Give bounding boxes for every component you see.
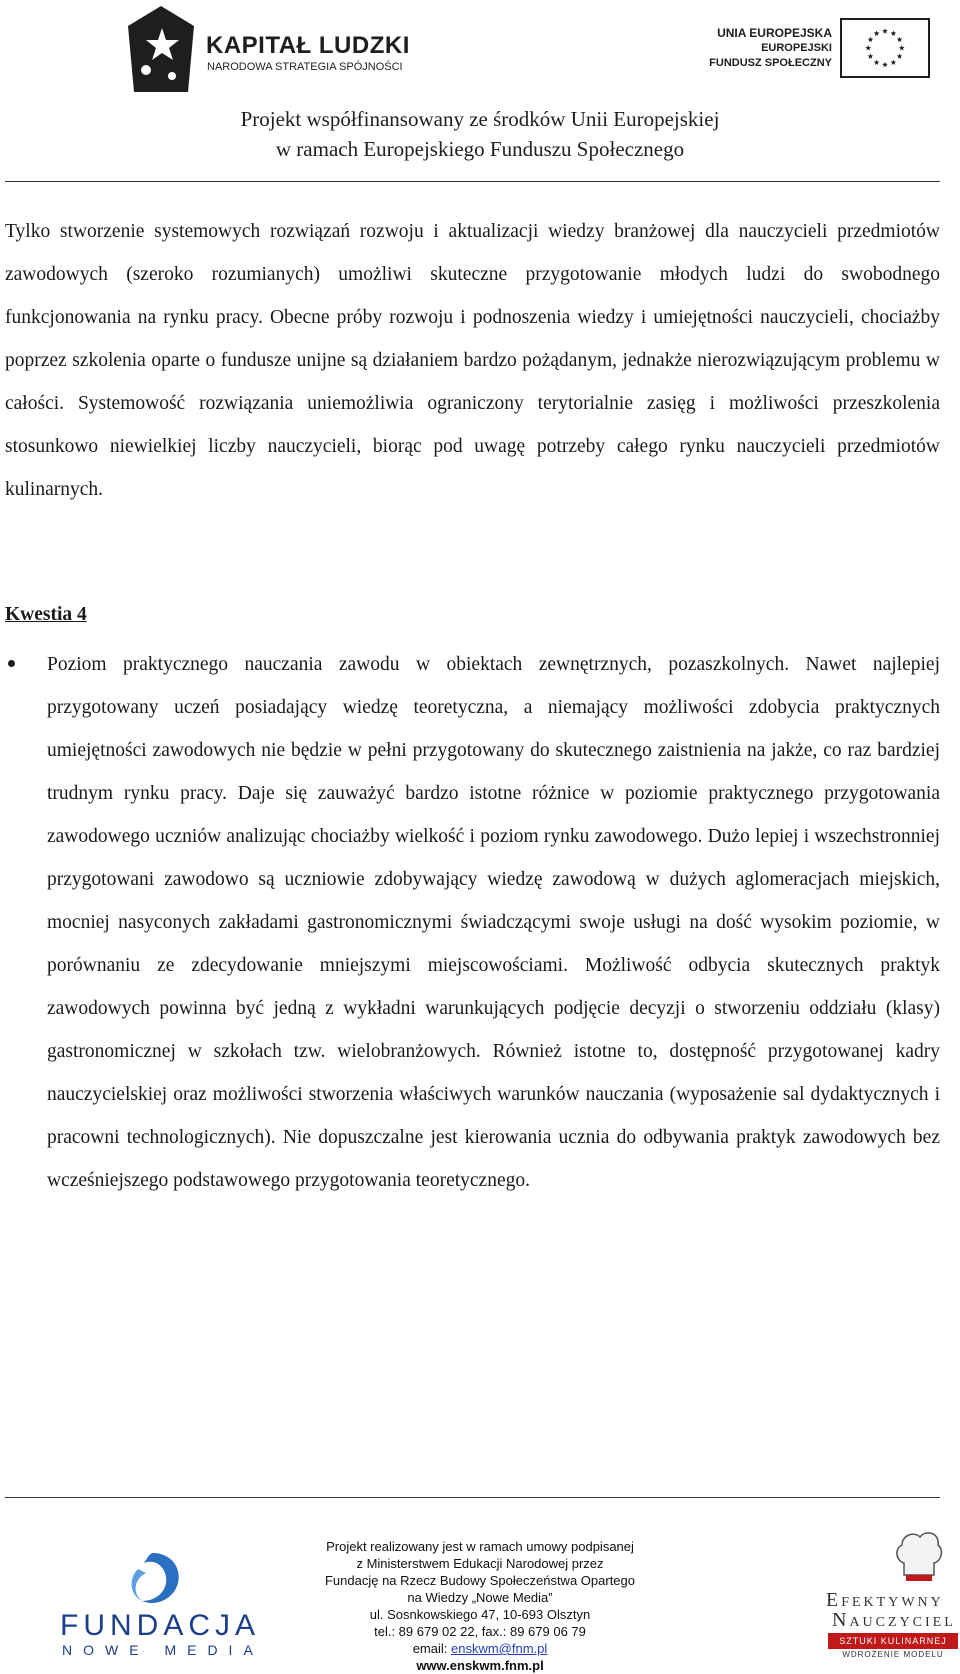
eu-flag-icon xyxy=(840,18,930,78)
project-cofinancing-note xyxy=(0,104,960,164)
chef-hat-icon xyxy=(894,1523,944,1587)
eu-star-icon xyxy=(897,37,903,42)
footer-email-line xyxy=(290,1640,670,1657)
project-line-2: w ramach Europejskiego Funduszu Społecznego xyxy=(275,137,685,161)
kapital-ludzki-logo xyxy=(128,2,418,94)
eu-star-icon xyxy=(897,53,903,58)
footer-email-label: email: xyxy=(412,1641,451,1656)
footer-info xyxy=(290,1538,670,1674)
eu-star-icon xyxy=(874,60,880,65)
footer-info-line-4: na Wiedzy „Nowe Media” xyxy=(407,1590,553,1605)
eu-star-icon xyxy=(868,53,874,58)
project-line-1: Projekt współfinansowany ze środków Unii Europejskiej xyxy=(240,107,720,131)
eu-star-icon xyxy=(868,37,874,42)
paragraph-1: Tylko stworzenie systemowych rozwiązań rozwoju i aktualizacji wiedzy branżowej dla nauczycieli przedmiotów zawodowych (szeroko rozumianych) umożliwi skuteczne przygotowanie młodych ludzi do swobodnego funkcjonowania na rynku pracy. Obecne próby rozwoju i podnoszenia wiedzy i umiejętności nauczycieli, chociażby poprzez szkolenia oparte o fundusze unijne są działaniem bardzo pożądanym, jednakże nierozwiązującym problemu w całości. Systemowość rozwiązania uniemożliwia ograniczony terytorialnie zasięg i możliwości przeszkolenia stosunkowo niewielkiej liczby nauczycieli, biorąc pod uwagę potrzeby całego rynku nauczycieli przedmiotów kulinarnych. xyxy=(5,221,940,500)
en-wordmark-line-1: Efektywny xyxy=(826,1589,944,1611)
bullet-icon xyxy=(8,660,15,667)
footer-divider xyxy=(5,1497,940,1498)
fnm-subtitle: NOWE MEDIA xyxy=(62,1642,264,1658)
footer-website[interactable]: www.enskwm.fnm.pl xyxy=(416,1658,544,1673)
fundacja-nowe-media-logo xyxy=(60,1549,264,1658)
bullet-item-text: Poziom praktycznego nauczania zawodu w obiektach zewnętrznych, pozaszkolnych. Nawet najlepiej przygotowany uczeń posiadający wiedzę teoretyczna, a niemający możliwości zdobycia praktycznych umiejętności zawodowych nie będzie w pełni przygotowany do skutecznego zaistnienia na jakże, co raz bardziej trudnym rynku pracy. Daje się zauważyć bardzo istotne różnice w poziomie praktycznego przygotowania zawodowego uczniów analizując chociażby wielkość i poziom rynku zawodowego. Dużo lepiej i wszechstronniej przygotowani zawodowo są uczniowie zdobywający wiedzę zawodową w dużych aglomeracjach miejskich, mocniej nasyconych zakładami gastronomicznymi świadczącymi swoje usługi na dość wysokim poziomie, w porównaniu ze zdecydowanie mniejszymi miejscowościami. Możliwość odbycia skutecznych praktyk zawodowych powinna być jedną z wykładni warunkujących podjęcie decyzji o stworzeniu oddziału (klasy) gastronomicznej w szkołach tzw. wielobranżowych. Również istotne to, dostępność przygotowanej kadry nauczycielskiej oraz możliwości stworzenia właściwych warunków nauczania (wyposażenie sal dydaktycznych i pracowni technologicznych). Nie dopuszczalne jest kierowania ucznia do odbywania praktyk zawodowych bez wcześniejszego podstawowego przygotowania teoretycznego. xyxy=(47,654,940,1191)
eu-line-1: UNIA EUROPEJSKA xyxy=(717,26,832,40)
eu-star-icon xyxy=(891,60,897,65)
eu-star-icon xyxy=(882,62,888,67)
efektywny-nauczyciel-logo xyxy=(812,1523,960,1659)
eu-star-icon xyxy=(874,30,880,35)
en-wordmark-line-2: Nauczyciel xyxy=(832,1609,956,1631)
eu-line-2: EUROPEJSKI xyxy=(761,42,832,54)
footer-info-line-3: Fundację na Rzecz Budowy Społeczeństwa Opartego xyxy=(324,1573,635,1588)
en-band-text: SZTUKI KULINARNEJ xyxy=(828,1633,958,1649)
eu-star-icon xyxy=(882,28,888,33)
eu-star-icon xyxy=(891,30,897,35)
section-heading-kwestia-4: Kwestia 4 xyxy=(5,604,87,625)
footer-info-line-5: ul. Sosnkowskiego 47, 10-693 Olsztyn xyxy=(369,1607,591,1622)
eu-star-icon xyxy=(865,45,871,50)
kapital-ludzki-title: KAPITAŁ LUDZKI xyxy=(206,32,410,59)
eu-star-icon xyxy=(899,45,905,50)
fnm-swirl-icon xyxy=(120,1549,186,1609)
kapital-ludzki-subtitle: NARODOWA STRATEGIA SPÓJNOŚCI xyxy=(207,61,403,73)
en-band-subtext: WDROŻENIE MODELU xyxy=(842,1650,944,1659)
eu-logo-text xyxy=(709,26,832,71)
footer-info-line-2: z Ministerstwem Edukacji Narodowej przez xyxy=(356,1556,604,1571)
footer-info-line-6: tel.: 89 679 02 22, fax.: 89 679 06 79 xyxy=(374,1624,586,1639)
eu-line-3: FUNDUSZ SPOŁECZNY xyxy=(709,57,832,69)
eu-logo xyxy=(709,18,930,80)
footer-email-link[interactable]: enskwm@fnm.pl xyxy=(451,1641,548,1656)
header-divider xyxy=(5,181,940,182)
footer-info-line-1: Projekt realizowany jest w ramach umowy podpisanej xyxy=(326,1539,634,1554)
fnm-wordmark: FUNDACJA xyxy=(60,1609,261,1642)
kapital-ludzki-star-icon xyxy=(128,6,194,92)
